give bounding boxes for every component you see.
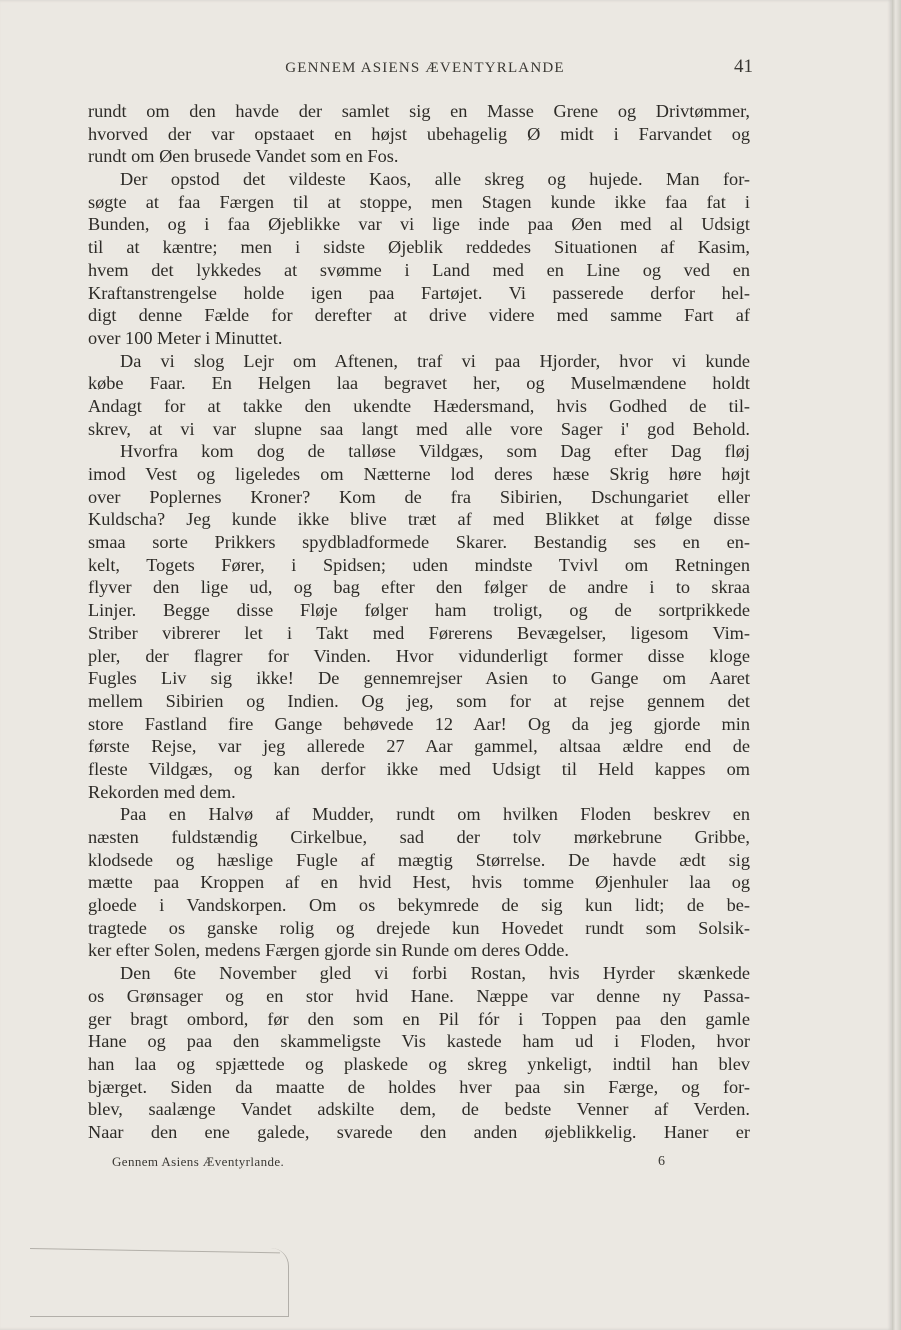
signature-title: Gennem Asiens Æventyrlande. — [112, 1154, 285, 1169]
signature-footer — [112, 1154, 672, 1174]
text-line: blev, saalænge Vandet adskilte dem, de bedste Venner af Verden. — [88, 1099, 750, 1120]
text-line: Linjer. Begge disse Fløje følger ham troligt, og de sortprikkede — [88, 600, 750, 621]
text-line: søgte at faa Færgen til at stoppe, men Stagen kunde ikke faa fat i — [88, 191, 750, 212]
text-line: hvorved der var opstaaet en højst ubehagelig Ø midt i Farvandet og — [88, 123, 750, 144]
text-line: købe Faar. En Helgen laa begravet her, og Muselmændene holdt — [88, 373, 750, 394]
text-line: os Grønsager og en stor hvid Hane. Næppe var denne ny Passa- — [88, 985, 750, 1006]
text-line: imod Vest og ligeledes om Nætterne lod deres hæse Skrig høre højt — [88, 464, 750, 484]
library-stamp-mark — [30, 1248, 289, 1317]
text-line: smaa sorte Prikkers spydbladformede Skarer. Bestandig ses en en- — [88, 532, 750, 553]
text-line: over Poplernes Kroner? Kom de fra Sibirien, Dschungariet eller — [88, 486, 750, 507]
text-line: digt denne Fælde for derefter at drive videre med samme Fart af — [88, 305, 750, 326]
text-line: pler, der flagrer for Vinden. Hvor vidunderligt former disse kloge — [88, 645, 750, 666]
text-line: flyver den lige ud, og bag efter den følger de andre i to skraa — [88, 577, 750, 598]
text-line: Andagt for at takke den ukendte Hædersmand, hvis Godhed de til- — [88, 395, 750, 416]
text-line: Rekorden med dem. — [88, 781, 236, 802]
text-line: kelt, Togets Fører, i Spidsen; uden mindste Tvivl om Retningen — [88, 554, 750, 575]
body-text — [88, 100, 750, 1144]
text-line: Striber vibrerer let i Takt med Førerens Bevægelser, ligesom Vim- — [88, 622, 750, 643]
text-line: tragtede os ganske rolig og drejede kun Hovedet rundt som Solsik- — [88, 917, 750, 938]
text-line: Kraftanstrengelse holde igen paa Fartøjet. Vi passerede derfor hel- — [88, 282, 750, 303]
text-line: rundt om den havde der samlet sig en Masse Grene og Drivtømmer, — [88, 101, 750, 121]
text-line: store Fastland fire Gange behøvede 12 Aar! Og da jeg gjorde min — [88, 713, 750, 734]
text-line: han laa og spjættede og plaskede og skreg ynkeligt, indtil han blev — [88, 1053, 750, 1074]
text-line: Da vi slog Lejr om Aftenen, traf vi paa Hjorder, hvor vi kunde — [120, 350, 750, 371]
text-line: ger bragt ombord, før den som en Pil fór i Toppen paa den gamle — [88, 1008, 750, 1029]
running-head-title: GENNEM ASIENS ÆVENTYRLANDE — [285, 60, 565, 76]
text-line: Der opstod det vildeste Kaos, alle skreg og hujede. Man for- — [120, 169, 750, 190]
text-line: mellem Sibirien og Indien. Og jeg, som for at rejse gennem det — [88, 690, 750, 711]
text-line: skrev, at vi var slupne saa langt med alle vore Sager i' god Behold. — [88, 418, 750, 439]
text-line: Bunden, og i faa Øjeblikke var vi lige inde paa Øen med al Udsigt — [88, 214, 750, 235]
text-line: Hane og paa den skammeligste Vis kastede ham ud i Floden, hvor — [88, 1031, 750, 1052]
text-line: til at kæntre; men i sidste Øjeblik reddedes Situationen af Kasim, — [88, 237, 750, 258]
text-line: over 100 Meter i Minuttet. — [88, 327, 283, 348]
text-line: gloede i Vandskorpen. Om os bekymrede de sig kun lidt; de be- — [88, 895, 750, 916]
text-line: fleste Vildgæs, og kan derfor ikke med Udsigt til Held kappes om — [88, 758, 750, 779]
text-line: hvem det lykkedes at svømme i Land med en Line og ved en — [88, 259, 750, 280]
text-line: Naar den ene galede, svarede den anden øjeblikkelig. Haner er — [88, 1121, 750, 1142]
text-line: ker efter Solen, medens Færgen gjorde sin Runde om deres Odde. — [88, 940, 569, 961]
page-number: 41 — [734, 56, 753, 77]
text-line: klodsede og hæslige Fugle af mægtig Størrelse. De havde ædt sig — [88, 849, 750, 870]
text-line: mætte paa Kroppen af en hvid Hest, hvis tomme Øjenhuler laa og — [88, 872, 750, 893]
text-line: første Rejse, var jeg allerede 27 Aar gammel, altsaa ældre end de — [88, 736, 750, 757]
text-line: Fugles Liv sig ikke! De gennemrejser Asien to Gange om Aaret — [88, 668, 750, 689]
text-line: Den 6te November gled vi forbi Rostan, hvis Hyrder skænkede — [120, 963, 750, 984]
text-line: Kuldscha? Jeg kunde ikke blive træt af med Blikket at følge disse — [88, 509, 750, 530]
text-line: Paa en Halvø af Mudder, rundt om hvilken Floden beskrev en — [120, 804, 750, 825]
running-head — [85, 56, 765, 82]
text-line: Hvorfra kom dog de talløse Vildgæs, som Dag efter Dag fløj — [120, 441, 750, 462]
page-edge — [892, 0, 901, 1330]
text-line: næsten fuldstændig Cirkelbue, sad der tolv mørkebrune Gribbe, — [88, 827, 750, 847]
signature-number: 6 — [658, 1154, 665, 1169]
text-line: bjærget. Siden da maatte de holdes hver paa sin Færge, og for- — [88, 1076, 750, 1097]
text-line: rundt om Øen brusede Vandet som en Fos. — [88, 146, 399, 167]
